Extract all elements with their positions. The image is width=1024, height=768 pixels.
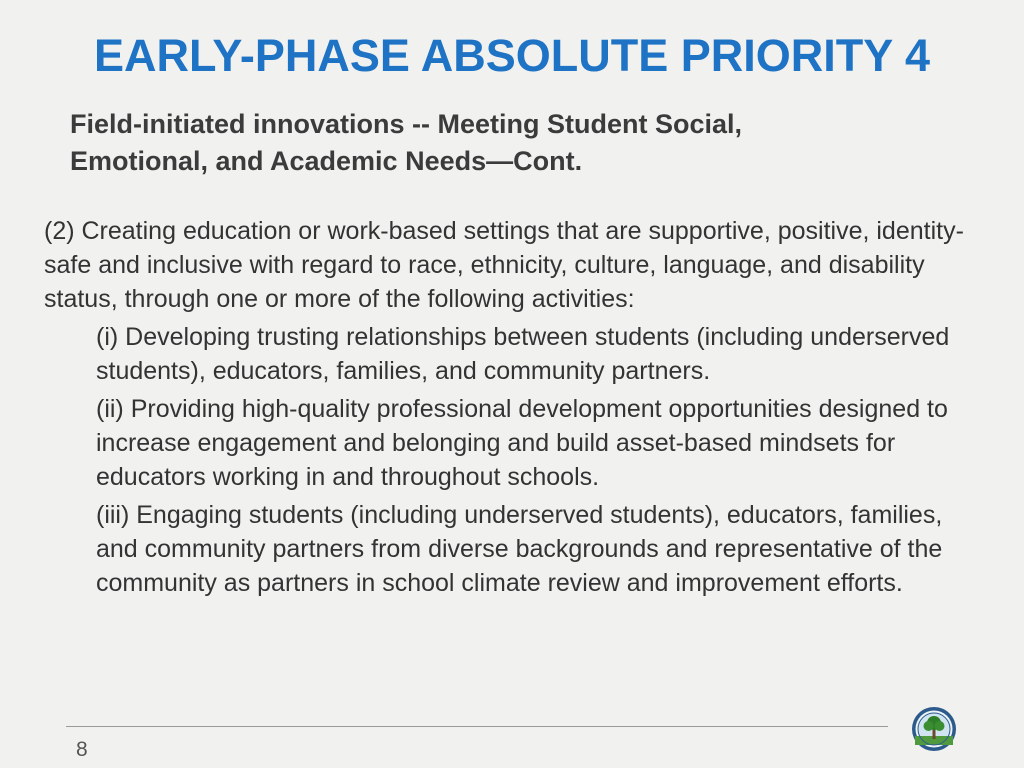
list-item-ii: (ii) Providing high-quality professional development opportunities designed to increase engagement and belonging and build asset-based mindsets for educators working in and throughout schools. xyxy=(96,395,948,491)
slide-subtitle xyxy=(70,106,950,180)
intro-paragraph: (2) Creating education or work-based settings that are supportive, positive, identity-safe and inclusive with regard to race, ethnicity, culture, language, and disability status, through one or more of the following activities: xyxy=(44,217,964,313)
subtitle-line-2: Emotional, and Academic Needs—Cont. xyxy=(70,146,583,176)
page-number: 8 xyxy=(76,738,88,761)
department-seal-icon xyxy=(911,706,957,752)
list-item-iii: (iii) Engaging students (including underserved students), educators, families, and community partners from diverse backgrounds and representative of the community as partners in school climate review and improvement efforts. xyxy=(96,501,943,597)
list-item-i: (i) Developing trusting relationships between students (including underserved students), educators, families, and community partners. xyxy=(96,323,950,385)
footer-divider xyxy=(66,726,888,727)
subtitle-line-1: Field-initiated innovations -- Meeting Student Social, xyxy=(70,109,743,139)
slide-body xyxy=(44,214,974,600)
slide-title: EARLY-PHASE ABSOLUTE PRIORITY 4 xyxy=(94,30,930,81)
